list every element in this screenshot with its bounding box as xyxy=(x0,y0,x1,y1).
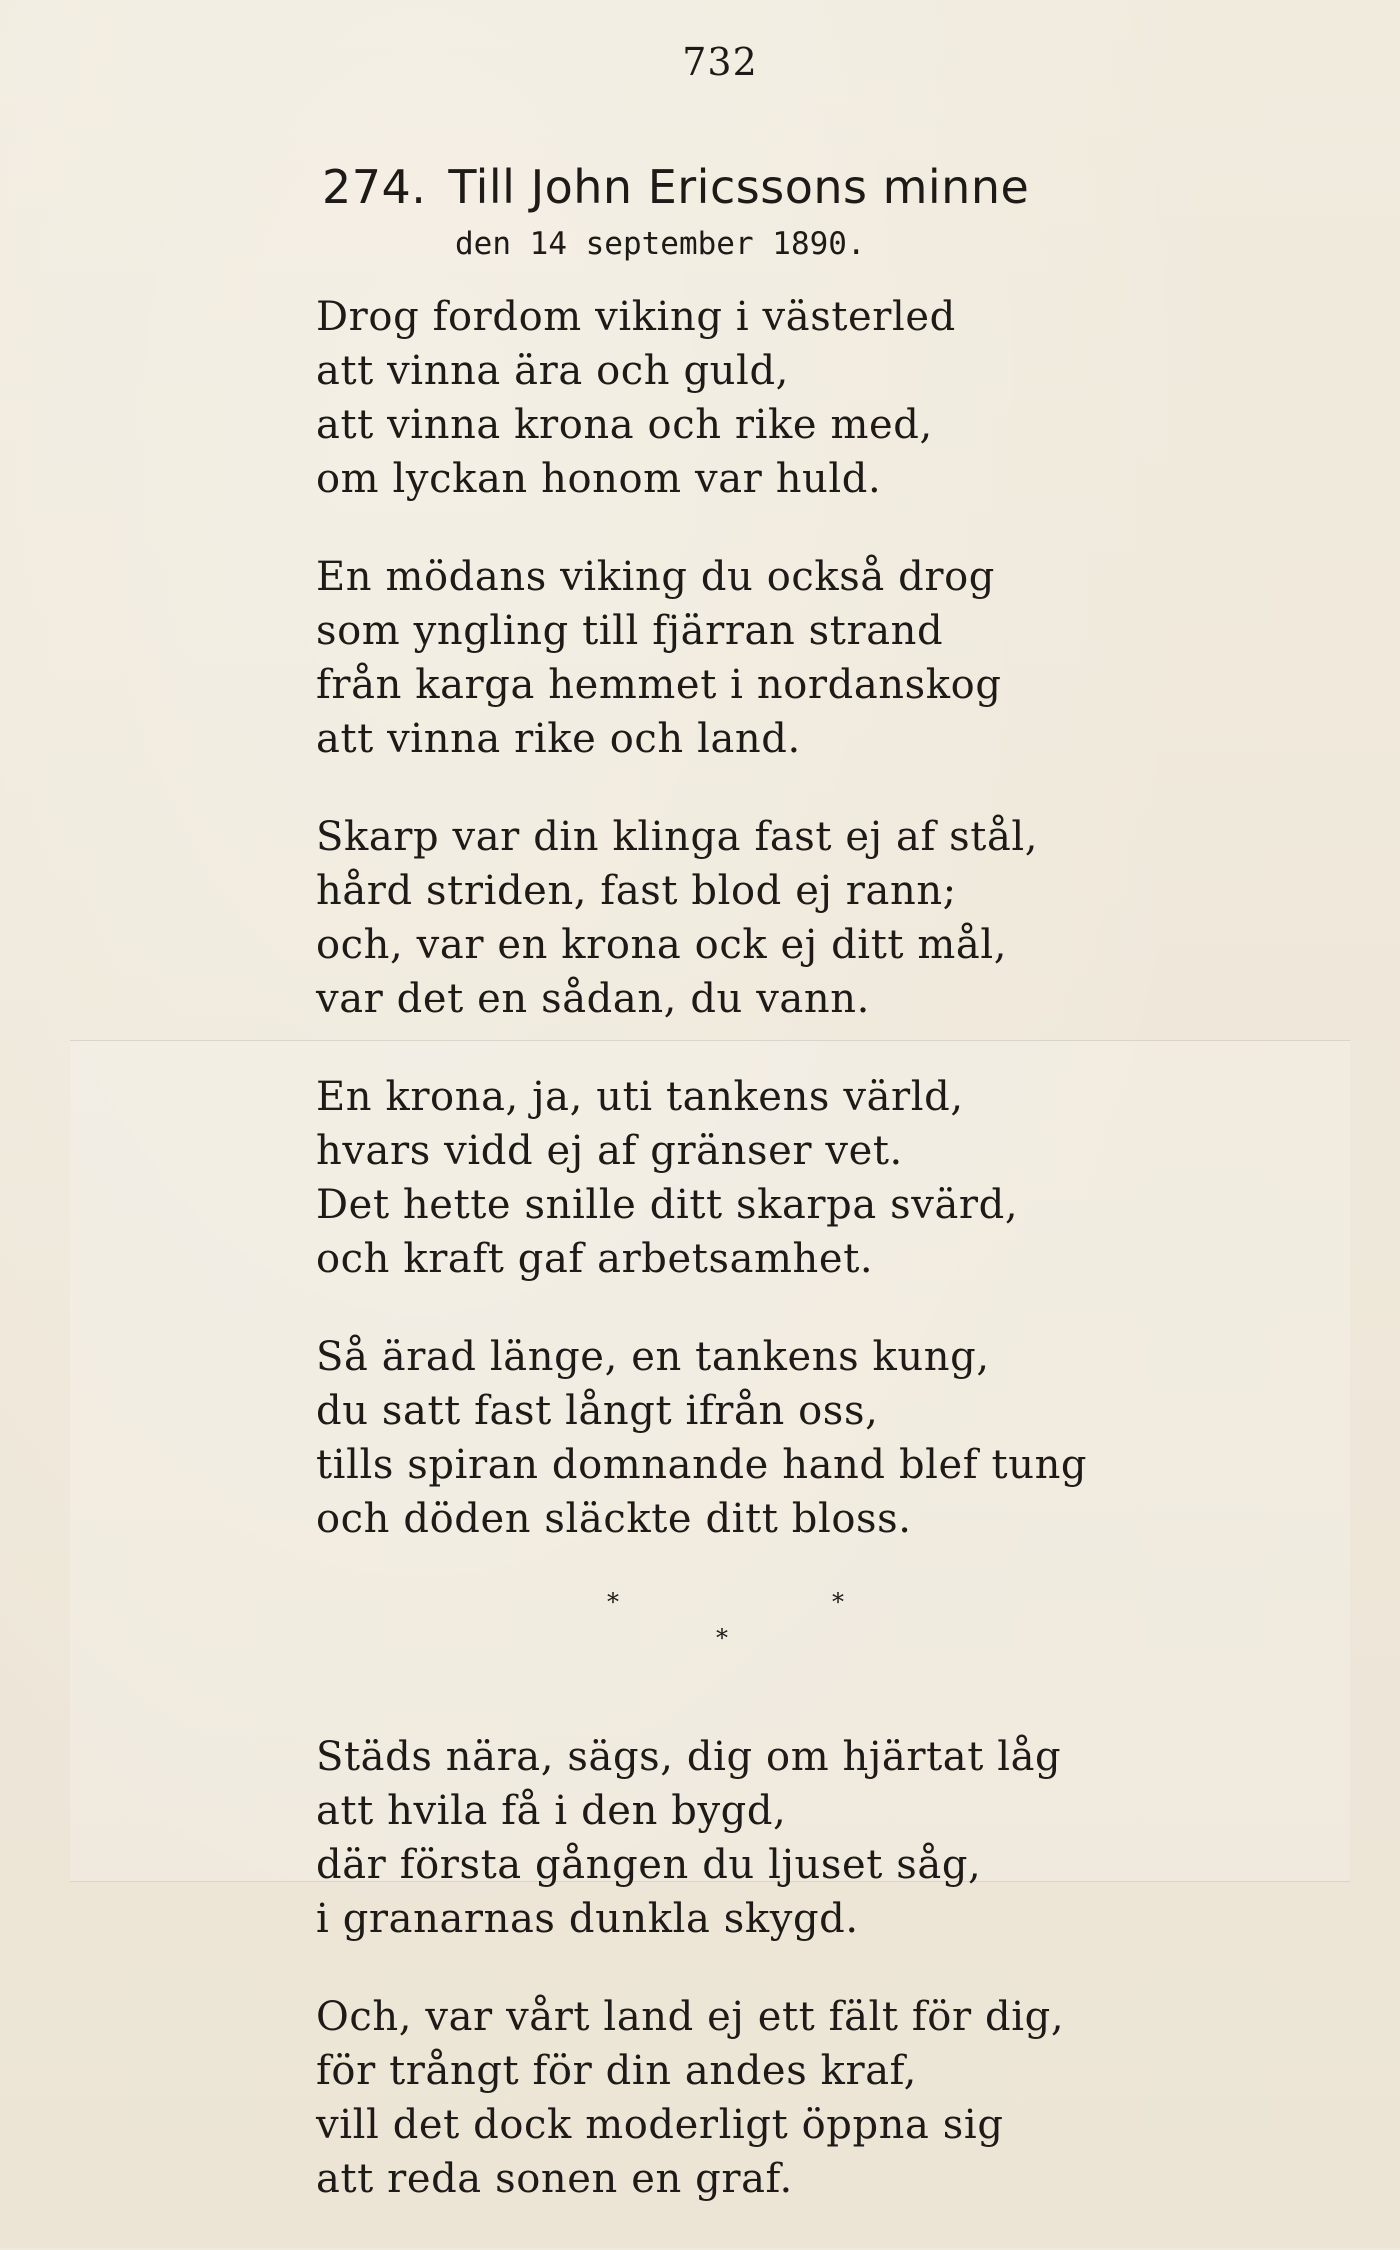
poem-body xyxy=(316,290,1376,2250)
stanza xyxy=(316,1990,1376,2206)
verse-line: och döden släckte ditt bloss. xyxy=(316,1496,912,1542)
poem-dateline: den 14 september 1890. xyxy=(455,226,866,262)
verse-line: Skarp var din klinga fast ej af stål, xyxy=(316,814,1039,860)
verse-line: och kraft gaf arbetsamhet. xyxy=(316,1236,874,1282)
asterisk-ornament: * xyxy=(832,1588,844,1616)
stanza xyxy=(316,1330,1376,1546)
asterisk-ornament: * xyxy=(716,1624,728,1652)
verse-line: Så ärad länge, en tankens kung, xyxy=(316,1334,990,1380)
poem-number: 274. xyxy=(322,160,427,214)
verse-line: Städs nära, sägs, dig om hjärtat låg xyxy=(316,1734,1062,1780)
verse-line: och, var en krona ock ej ditt mål, xyxy=(316,922,1008,968)
verse-line: hård striden, fast blod ej rann; xyxy=(316,868,957,914)
verse-line: från karga hemmet i nordanskog xyxy=(316,662,1002,708)
verse-line: att vinna ära och guld, xyxy=(316,348,789,394)
verse-line: hvars vidd ej af gränser vet. xyxy=(316,1128,903,1174)
section-separator xyxy=(316,1590,1376,1710)
verse-line: tills spiran domnande hand blef tung xyxy=(316,1442,1088,1488)
verse-line: att vinna krona och rike med, xyxy=(316,402,933,448)
verse-line: i granarnas dunkla skygd. xyxy=(316,1896,859,1942)
poem-title-text: Till John Ericssons minne xyxy=(448,160,1030,214)
stanza xyxy=(316,1730,1376,1946)
verse-line: du satt fast långt ifrån oss, xyxy=(316,1388,879,1434)
verse-line: vill det dock moderligt öppna sig xyxy=(316,2102,1004,2148)
verse-line: att vinna rike och land. xyxy=(316,716,801,762)
verse-line: att hvila få i den bygd, xyxy=(316,1788,787,1834)
verse-line: att reda sonen en graf. xyxy=(316,2156,793,2202)
verse-line: för trångt för din andes kraf, xyxy=(316,2048,917,2094)
verse-line: En krona, ja, uti tankens värld, xyxy=(316,1074,964,1120)
verse-line: var det en sådan, du vann. xyxy=(316,976,870,1022)
verse-line: om lyckan honom var huld. xyxy=(316,456,882,502)
stanza xyxy=(316,810,1376,1026)
asterisk-ornament: * xyxy=(607,1588,619,1616)
page-number: 732 xyxy=(682,40,758,84)
stanza xyxy=(316,550,1376,766)
verse-line: Och, var vårt land ej ett fält för dig, xyxy=(316,1994,1065,2040)
verse-line: En mödans viking du också drog xyxy=(316,554,995,600)
stanza xyxy=(316,1070,1376,1286)
poem-title xyxy=(322,160,1029,214)
stanza xyxy=(316,290,1376,506)
verse-line: där första gången du ljuset såg, xyxy=(316,1842,982,1888)
verse-line: som yngling till fjärran strand xyxy=(316,608,944,654)
verse-line: Drog fordom viking i västerled xyxy=(316,294,956,340)
verse-line: Det hette snille ditt skarpa svärd, xyxy=(316,1182,1019,1228)
